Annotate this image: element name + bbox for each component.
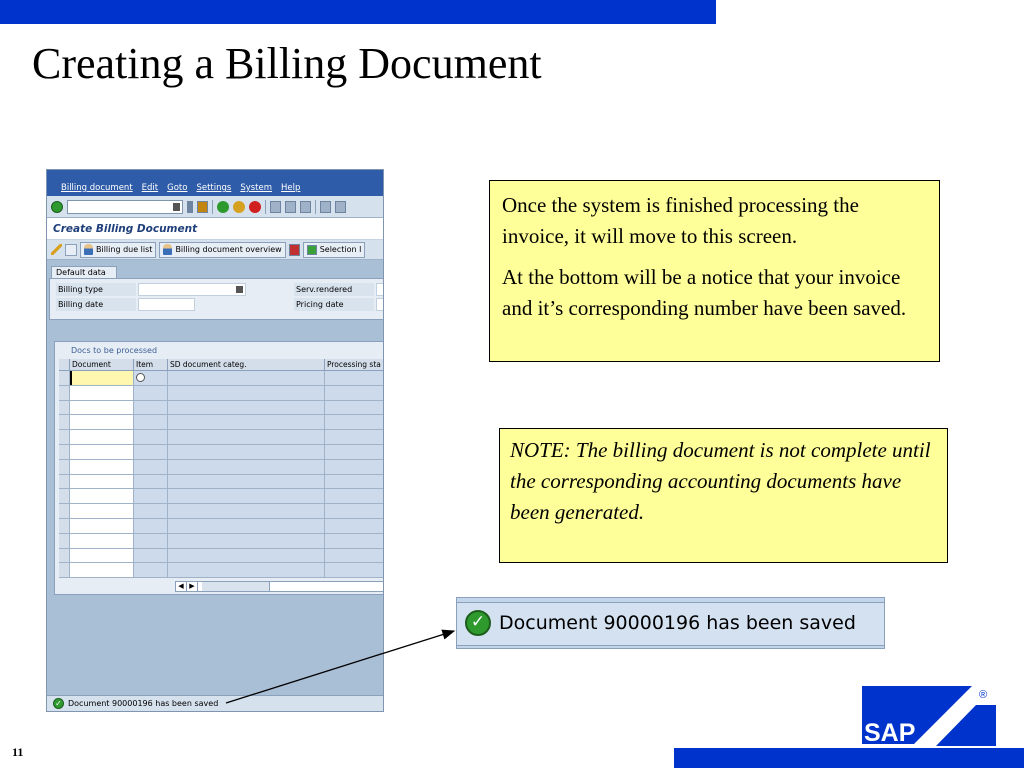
item-cell[interactable] <box>134 401 168 415</box>
category-cell <box>168 504 325 518</box>
sap-status-bar <box>47 695 384 711</box>
sap-standard-toolbar <box>47 196 383 218</box>
note-accounting-text: NOTE: The billing document is not complete until the corresponding accounting documents have been generated. <box>510 438 931 524</box>
menu-system[interactable]: System <box>240 183 273 193</box>
item-cell[interactable] <box>134 519 168 533</box>
refresh-icon[interactable] <box>136 373 145 382</box>
document-cell[interactable] <box>70 460 134 474</box>
dropdown-icon[interactable] <box>173 203 180 211</box>
status-cell <box>325 460 384 474</box>
status-cell <box>325 386 384 400</box>
table-row[interactable] <box>59 519 384 534</box>
document-cell[interactable] <box>70 415 134 429</box>
cancel-icon[interactable] <box>249 201 261 213</box>
item-cell[interactable] <box>134 386 168 400</box>
document-icon[interactable] <box>289 244 300 256</box>
docs-to-be-processed <box>54 341 384 595</box>
sap-logo <box>862 685 996 746</box>
table-row[interactable] <box>59 401 384 416</box>
status-cell <box>325 371 384 385</box>
row-selector[interactable] <box>59 549 70 563</box>
row-selector[interactable] <box>59 519 70 533</box>
col-item[interactable]: Item <box>134 359 168 370</box>
serv-rendered-label: Serv.rendered <box>294 283 374 296</box>
toolbar-separator <box>315 200 316 214</box>
print-icon[interactable] <box>270 201 281 213</box>
table-row[interactable] <box>59 489 384 504</box>
application-toolbar <box>47 240 383 260</box>
scroll-right-icon[interactable]: ▶ <box>187 582 198 591</box>
zoomed-status-text: Document 90000196 has been saved <box>499 612 856 634</box>
status-cell <box>325 549 384 563</box>
note-processing-p1: Once the system is finished processing the invoice, it will move to this screen. <box>502 193 859 248</box>
billing-due-list-label: Billing due list <box>96 245 153 254</box>
status-cell <box>325 534 384 548</box>
registered-mark: ® <box>979 689 988 701</box>
slide-title: Creating a Billing Document <box>32 39 542 88</box>
billing-due-list-button[interactable] <box>80 242 156 258</box>
item-cell[interactable] <box>134 430 168 444</box>
document-cell[interactable] <box>70 549 134 563</box>
selection-icon <box>307 245 317 255</box>
menu-goto[interactable]: Goto <box>167 183 188 193</box>
table-row[interactable] <box>59 386 384 401</box>
zoomed-status-bar <box>456 597 885 649</box>
document-cell[interactable] <box>70 371 134 385</box>
table-row[interactable] <box>59 445 384 460</box>
table-row[interactable] <box>59 534 384 549</box>
save-icon[interactable] <box>197 201 208 213</box>
screen-title: Create Billing Document <box>47 218 383 240</box>
toolbar-separator <box>212 200 213 214</box>
category-cell <box>168 415 325 429</box>
table-row[interactable] <box>59 371 384 386</box>
tab-default-data[interactable]: Default data <box>51 266 117 278</box>
col-processing-status[interactable]: Processing sta <box>325 359 384 370</box>
find-icon[interactable] <box>285 201 296 213</box>
category-cell <box>168 460 325 474</box>
row-selector[interactable] <box>59 386 70 400</box>
scroll-thumb[interactable] <box>202 582 270 591</box>
item-cell[interactable] <box>134 563 168 577</box>
status-message: Document 90000196 has been saved <box>68 699 219 708</box>
docs-title: Docs to be processed <box>71 346 158 355</box>
row-selector[interactable] <box>59 430 70 444</box>
item-cell[interactable] <box>134 460 168 474</box>
first-page-icon[interactable] <box>320 201 331 213</box>
menu-edit[interactable]: Edit <box>141 183 159 193</box>
col-document[interactable]: Document <box>70 359 134 370</box>
check-circle-icon: ✓ <box>465 610 491 636</box>
document-cell[interactable] <box>70 401 134 415</box>
category-cell <box>168 519 325 533</box>
category-cell <box>168 371 325 385</box>
toolbar-separator <box>265 200 266 214</box>
page-number: 11 <box>12 745 24 759</box>
category-cell <box>168 445 325 459</box>
check-circle-icon: ✓ <box>53 698 64 709</box>
billing-type-input[interactable] <box>138 283 246 296</box>
row-selector[interactable] <box>59 504 70 518</box>
table-row[interactable] <box>59 415 384 430</box>
command-field[interactable] <box>67 200 183 214</box>
select-all-cell[interactable] <box>59 359 70 370</box>
item-cell[interactable] <box>134 534 168 548</box>
document-cell[interactable] <box>70 489 134 503</box>
status-cell <box>325 430 384 444</box>
item-cell[interactable] <box>134 371 168 385</box>
documents-table <box>59 359 384 578</box>
category-cell <box>168 386 325 400</box>
row-selector[interactable] <box>59 445 70 459</box>
pricing-date-label: Pricing date <box>294 298 374 311</box>
menu-settings[interactable]: Settings <box>196 183 232 193</box>
enter-check-icon[interactable] <box>51 201 63 213</box>
exit-icon[interactable] <box>233 201 245 213</box>
bottom-blue-bar <box>674 748 1024 768</box>
menu-help[interactable]: Help <box>281 183 301 193</box>
billing-date-label: Billing date <box>56 298 136 311</box>
row-selector[interactable] <box>59 475 70 489</box>
row-selector[interactable] <box>59 415 70 429</box>
glasses-icon[interactable] <box>65 244 77 256</box>
status-cell <box>325 519 384 533</box>
document-cell[interactable] <box>70 475 134 489</box>
document-cell[interactable] <box>70 445 134 459</box>
document-cell[interactable] <box>70 519 134 533</box>
person-icon <box>84 244 93 255</box>
billing-type-label: Billing type <box>56 283 136 296</box>
sap-logo-text: SAP <box>864 719 916 746</box>
document-cell[interactable] <box>70 534 134 548</box>
category-cell <box>168 534 325 548</box>
selection-button[interactable] <box>303 242 366 258</box>
status-cell <box>325 563 384 577</box>
note-processing <box>489 180 940 362</box>
default-data-group <box>49 266 383 322</box>
item-cell[interactable] <box>134 489 168 503</box>
category-cell <box>168 549 325 563</box>
table-row[interactable] <box>59 475 384 490</box>
document-cell[interactable] <box>70 386 134 400</box>
col-sd-document-categ[interactable]: SD document categ. <box>168 359 325 370</box>
serv-rendered-input[interactable] <box>376 283 384 296</box>
note-accounting <box>499 428 948 563</box>
table-row[interactable] <box>59 563 384 578</box>
category-cell <box>168 563 325 577</box>
table-row[interactable] <box>59 504 384 519</box>
category-cell <box>168 401 325 415</box>
pricing-date-input[interactable] <box>376 298 384 311</box>
row-selector[interactable] <box>59 489 70 503</box>
item-cell[interactable] <box>134 475 168 489</box>
item-cell[interactable] <box>134 549 168 563</box>
back-arrow-icon[interactable] <box>187 201 193 213</box>
category-cell <box>168 489 325 503</box>
find-next-icon[interactable] <box>300 201 311 213</box>
category-cell <box>168 430 325 444</box>
sap-window <box>46 169 384 712</box>
table-header <box>59 359 384 371</box>
sap-menubar <box>47 176 383 196</box>
default-data-panel <box>49 278 384 320</box>
document-cell[interactable] <box>70 504 134 518</box>
search-help-icon[interactable] <box>236 286 243 293</box>
row-selector[interactable] <box>59 563 70 577</box>
item-cell[interactable] <box>134 445 168 459</box>
status-cell <box>325 475 384 489</box>
pencil-icon[interactable] <box>51 244 62 255</box>
top-blue-bar <box>0 0 716 24</box>
status-cell <box>325 415 384 429</box>
document-cell[interactable] <box>70 430 134 444</box>
table-row[interactable] <box>59 430 384 445</box>
billing-document-overview-label: Billing document overview <box>175 245 282 254</box>
status-cell <box>325 489 384 503</box>
status-cell <box>325 445 384 459</box>
previous-page-icon[interactable] <box>335 201 346 213</box>
note-processing-p2: At the bottom will be a notice that your invoice and it’s corresponding number have been saved. <box>502 265 907 320</box>
item-cell[interactable] <box>134 415 168 429</box>
selection-label: Selection l <box>319 245 362 254</box>
horizontal-scrollbar[interactable] <box>175 581 384 592</box>
item-cell[interactable] <box>134 504 168 518</box>
document-cell[interactable] <box>70 563 134 577</box>
row-selector[interactable] <box>59 371 70 385</box>
row-selector[interactable] <box>59 460 70 474</box>
person-icon <box>163 244 172 255</box>
table-row[interactable] <box>59 549 384 564</box>
menu-billing-document[interactable]: Billing document <box>61 183 133 193</box>
status-cell <box>325 401 384 415</box>
row-selector[interactable] <box>59 534 70 548</box>
billing-date-input[interactable] <box>138 298 195 311</box>
category-cell <box>168 475 325 489</box>
table-row[interactable] <box>59 460 384 475</box>
scroll-left-icon[interactable]: ◀ <box>176 582 187 591</box>
row-selector[interactable] <box>59 401 70 415</box>
billing-document-overview-button[interactable] <box>159 242 285 258</box>
back-icon[interactable] <box>217 201 229 213</box>
status-cell <box>325 504 384 518</box>
